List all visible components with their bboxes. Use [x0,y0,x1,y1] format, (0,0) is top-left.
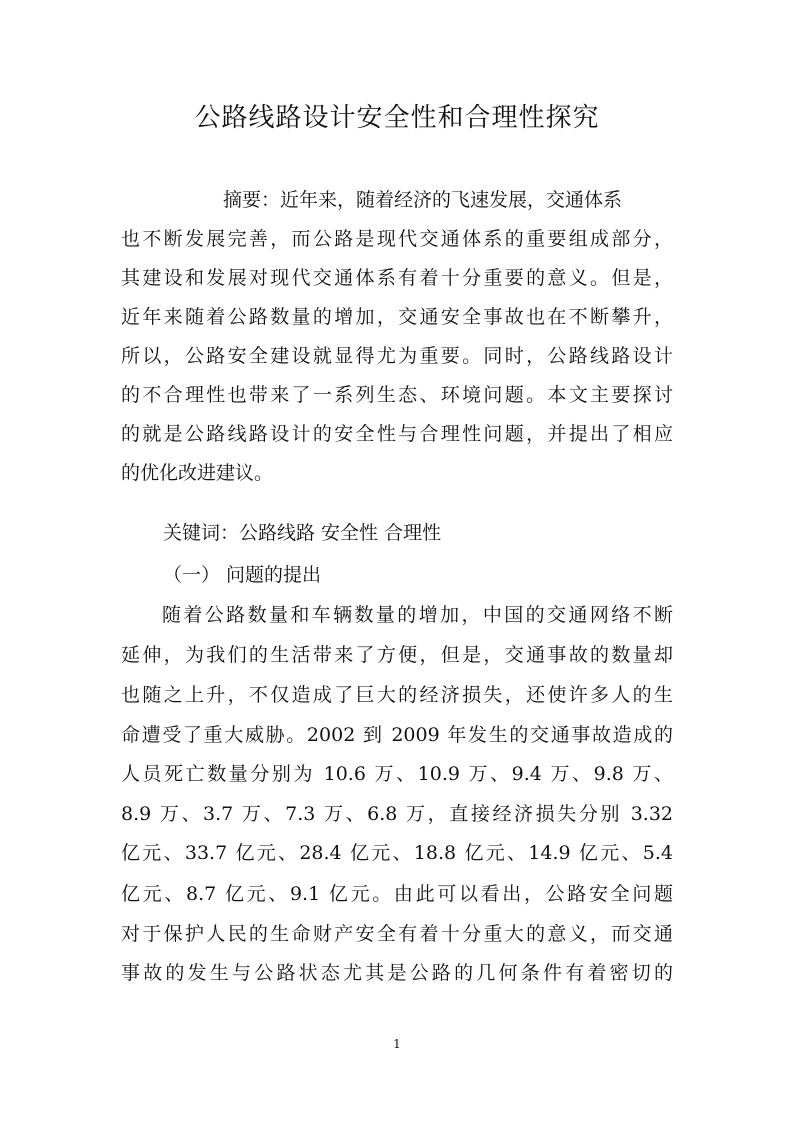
abstract-line: 近年来随着公路数量的增加，交通安全事故也在不断攀升， [121,306,673,328]
body-line: 亿元、8.7 亿元、9.1 亿元。由此可以看出，公路安全问题 [121,883,673,905]
body-line: 延伸，为我们的生活带来了方便，但是，交通事故的数量却 [121,644,673,666]
body-line: 亿元、33.7 亿元、28.4 亿元、18.8 亿元、14.9 亿元、5.4 [121,842,673,864]
abstract-line: 的就是公路线路设计的安全性与合理性问题，并提出了相应 [121,423,673,445]
keywords: 关键词：公路线路 安全性 合理性 [163,522,442,544]
abstract-line: 所以，公路安全建设就显得尤为重要。同时，公路线路设计 [121,345,673,367]
body-line: 命遭受了重大威胁。2002 到 2009 年发生的交通事故造成的 [121,724,673,746]
page-number: 1 [393,1037,401,1051]
abstract-line: 也不断发展完善，而公路是现代交通体系的重要组成部分， [121,228,673,250]
abstract-line: 的优化改进建议。 [121,462,274,484]
abstract-line: 的不合理性也带来了一系列生态、环境问题。本文主要探讨 [121,384,673,406]
section-heading: （一） 问题的提出 [163,564,322,586]
document-title: 公路线路设计安全性和合理性探究 [194,103,600,133]
body-line: 事故的发生与公路状态尤其是公路的几何条件有着密切的 [121,962,673,984]
abstract-line: 摘要：近年来，随着经济的飞速发展，交通体系 [223,189,623,211]
body-line: 8.9 万、3.7 万、7.3 万、6.8 万，直接经济损失分别 3.32 [121,803,673,825]
body-line: 人员死亡数量分别为 10.6 万、10.9 万、9.4 万、9.8 万、 [121,763,673,785]
body-line: 也随之上升，不仅造成了巨大的经济损失，还使许多人的生 [121,684,673,706]
body-line: 对于保护人民的生命财产安全有着十分重大的意义，而交通 [121,923,673,945]
abstract-line: 其建设和发展对现代交通体系有着十分重要的意义。但是， [121,267,673,289]
body-line: 随着公路数量和车辆数量的增加，中国的交通网络不断 [162,604,673,626]
